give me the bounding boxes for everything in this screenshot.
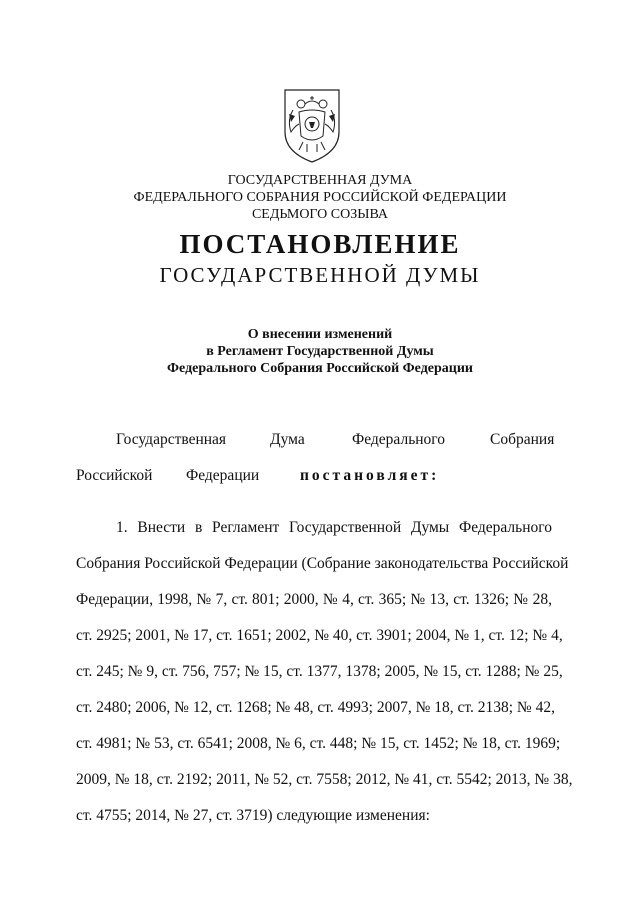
preamble-word: Федерации — [186, 467, 260, 484]
subject-line-3: Федерального Собрания Российской Федерации — [167, 361, 473, 376]
paragraph-line: ст. 2480; 2006, № 12, ст. 1268; № 48, ст. 4993; 2007, № 18, ст. 2138; № 42, — [76, 699, 555, 716]
paragraph-line: ст. 4755; 2014, № 27, ст. 3719) следующие изменения: — [76, 807, 430, 824]
preamble-word: Государственная — [116, 431, 227, 448]
paragraph-line: ст. 2925; 2001, № 17, ст. 1651; 2002, № 40, ст. 3901; 2004, № 1, ст. 12; № 4, — [76, 627, 563, 644]
document-title: ПОСТАНОВЛЕНИЕ — [179, 229, 461, 259]
paragraph-line: Федерации, 1998, № 7, ст. 801; 2000, № 4, ст. 365; № 13, ст. 1326; № 28, — [76, 591, 552, 608]
preamble-word: Федерального — [352, 431, 446, 448]
preamble-word: Дума — [270, 431, 305, 448]
preamble-word: Российской — [76, 467, 153, 484]
preamble-verb: постановляет: — [300, 467, 440, 484]
state-emblem-icon — [277, 86, 347, 164]
paragraph-line: Собрания Российской Федерации (Собрание законодательства Российской — [76, 555, 569, 572]
header-line-3: СЕДЬМОГО СОЗЫВА — [251, 207, 389, 222]
paragraph-line: ст. 4981; № 53, ст. 6541; 2008, № 6, ст. 448; № 15, ст. 1452; № 18, ст. 1969; — [76, 735, 561, 752]
subject-line-2: в Регламент Государственной Думы — [206, 344, 434, 359]
subject-line-1: О внесении изменений — [247, 327, 393, 342]
paragraph-line: ст. 245; № 9, ст. 756, 757; № 15, ст. 1377, 1378; 2005, № 15, ст. 1288; № 25, — [76, 663, 563, 680]
header-line-2: ФЕДЕРАЛЬНОГО СОБРАНИЯ РОССИЙСКОЙ ФЕДЕРАЦИИ — [133, 190, 507, 205]
paragraph-line: 2009, № 18, ст. 2192; 2011, № 52, ст. 7558; 2012, № 41, ст. 5542; 2013, № 38, — [76, 771, 573, 788]
preamble-word: Собрания — [490, 431, 555, 448]
header-line-1: ГОСУДАРСТВЕННАЯ ДУМА — [227, 173, 413, 188]
paragraph-line: 1. Внести в Регламент Государственной Думы Федерального — [116, 519, 552, 536]
document-subtitle: ГОСУДАРСТВЕННОЙ ДУМЫ — [159, 263, 481, 287]
